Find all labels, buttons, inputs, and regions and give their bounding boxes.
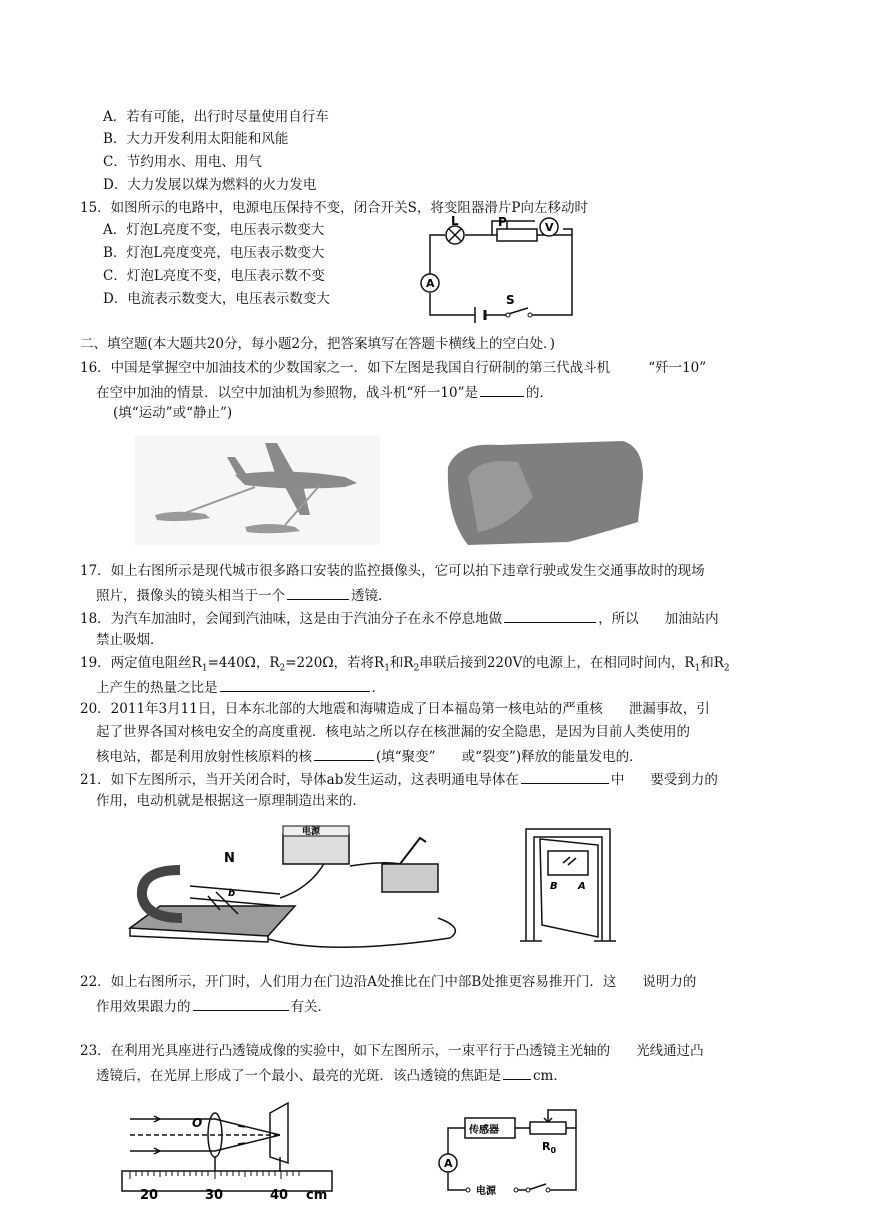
- q21-line2: 作用，电动机就是根据这一原理制造出来的．: [96, 793, 366, 809]
- optical-bench-figure: [120, 1095, 335, 1201]
- lens-label: O: [192, 1116, 203, 1130]
- q14-option-d: D．大力发展以煤为燃料的火力发电: [103, 177, 317, 193]
- q16-line1: 16．中国是掌握空中加油技术的少数国家之一．如下左图是我国自行研制的第三代战斗机 “歼一10”: [80, 360, 707, 376]
- q14-option-b: B．大力开发利用太阳能和风能: [103, 131, 289, 147]
- q15-option-c: C．灯泡L亮度不变，电压表示数不变: [103, 268, 325, 284]
- resistor-label: $R_0$: [542, 1140, 557, 1155]
- q16-line2: 在空中加油的情景．以空中加油机为参照物，战斗机“歼一10”是 的．: [96, 381, 553, 403]
- power-source-label: 电源: [476, 1186, 496, 1197]
- q23-line1: 23．在利用光具座进行凸透镜成像的实验中，如下左图所示，一束平行于凸透镜主光轴的 光线通过凸: [80, 1043, 704, 1059]
- knife-switch: [382, 864, 438, 892]
- aerial-refueling-image: [135, 435, 380, 545]
- motor-experiment-figure: [120, 818, 465, 958]
- q17-blank: [287, 584, 349, 600]
- q15-option-a: A．灯泡L亮度不变，电压表示数变大: [103, 222, 325, 238]
- q16-blank: [480, 381, 524, 397]
- q22-blank: [193, 995, 289, 1011]
- door-point-b: B: [550, 881, 558, 892]
- q17-line1: 17．如上右图所示是现代城市很多路口安装的监控摄像头，它可以拍下违章行驶或发生交通事故时的现场: [80, 563, 705, 579]
- sensor-label: 传感器: [469, 1125, 499, 1136]
- q20-line3: 核电站，都是利用放射性核原料的核 (填“聚变” 或“裂变”)释放的能量发电的．: [96, 745, 643, 767]
- ammeter-label: A: [426, 277, 435, 290]
- q20-line1: 20．2011年3月11日，日本东北部的大地震和海啸造成了日本福岛第一核电站的严重核 泄漏事故，引: [80, 701, 710, 717]
- tick-20: 20: [140, 1188, 159, 1201]
- q21-blank: [521, 768, 609, 784]
- surveillance-camera-image: [438, 437, 648, 547]
- q21-line1: 21．如下左图所示，当开关闭合时，导体ab发生运动，这表明通电导体在 中 要受到力的: [80, 768, 718, 790]
- q23-line2: 透镜后，在光屏上形成了一个最小、最亮的光斑．该凸透镜的焦距是 cm．: [96, 1064, 567, 1086]
- q19-blank: [220, 676, 370, 692]
- tick-30: 30: [205, 1188, 224, 1201]
- ammeter-label: A: [444, 1157, 453, 1170]
- sensor-circuit-figure: [430, 1098, 590, 1202]
- magnet-pole-label: N: [224, 851, 235, 866]
- q14-option-c: C．节约用水、用电、用气: [103, 154, 262, 170]
- slider-label: P: [498, 215, 507, 229]
- section2-heading: 二、填空题(本大题共20分，每小题2分，把答案填写在答题卡横线上的空白处．): [80, 336, 556, 352]
- q15-option-d: D．电流表示数变大，电压表示数变大: [103, 291, 330, 307]
- q14-option-a: A．若有可能，出行时尽量使用自行车: [103, 109, 329, 125]
- q19-line2: 上产生的热量之比是 ．: [96, 676, 385, 698]
- unit-label: cm: [306, 1188, 328, 1201]
- q20-blank: [314, 745, 374, 761]
- switch-label: S: [506, 293, 515, 307]
- q15-circuit-diagram: [410, 215, 585, 330]
- q17-line2: 照片，摄像头的镜头相当于一个 透镜．: [96, 584, 392, 606]
- q19-line1: 19．两定值电阻丝$R_1=440\Omega$，$R_2=220\Omega$，若将$R_1$和$R_2$串联后接到220V的电源上，在相同时间内，$R_1$和$R_2$: [80, 655, 730, 674]
- q22-line2: 作用效果跟力的 有关．: [96, 995, 331, 1017]
- q16-line3: (填“运动”或“静止”): [113, 405, 233, 421]
- power-box-label: 电源: [302, 827, 321, 837]
- q18-blank: [504, 607, 596, 623]
- q15-option-b: B．灯泡L亮度变亮，电压表示数变大: [103, 245, 325, 261]
- voltmeter-label: V: [545, 221, 554, 234]
- door-point-a: A: [578, 881, 586, 892]
- door-figure: [518, 825, 618, 943]
- resistor-r0-icon: [530, 1122, 566, 1134]
- q23-blank: [503, 1064, 531, 1080]
- q15-stem: 15．如图所示的电路中，电源电压保持不变，闭合开关S，将变阻器滑片P向左移动时: [80, 200, 589, 216]
- tick-40: 40: [270, 1188, 289, 1201]
- q22-line1: 22．如上右图所示，开门时，人们用力在门边沿A处推比在门中部B处推更容易推开门．这 说明力的: [80, 974, 697, 990]
- power-supply-box: [283, 834, 349, 864]
- q18-line2: 禁止吸烟．: [96, 632, 164, 648]
- lamp-label: L: [451, 215, 459, 228]
- rheostat-icon: [497, 229, 537, 241]
- wire-label: b: [228, 888, 236, 899]
- q20-line2: 起了世界各国对核电安全的高度重视．核电站之所以存在核泄漏的安全隐患，是因为目前人类使用的: [96, 724, 690, 740]
- q18-line1: 18．为汽车加油时，会闻到汽油味，这是由于汽油分子在永不停息地做 ，所以 加油站内: [80, 607, 719, 629]
